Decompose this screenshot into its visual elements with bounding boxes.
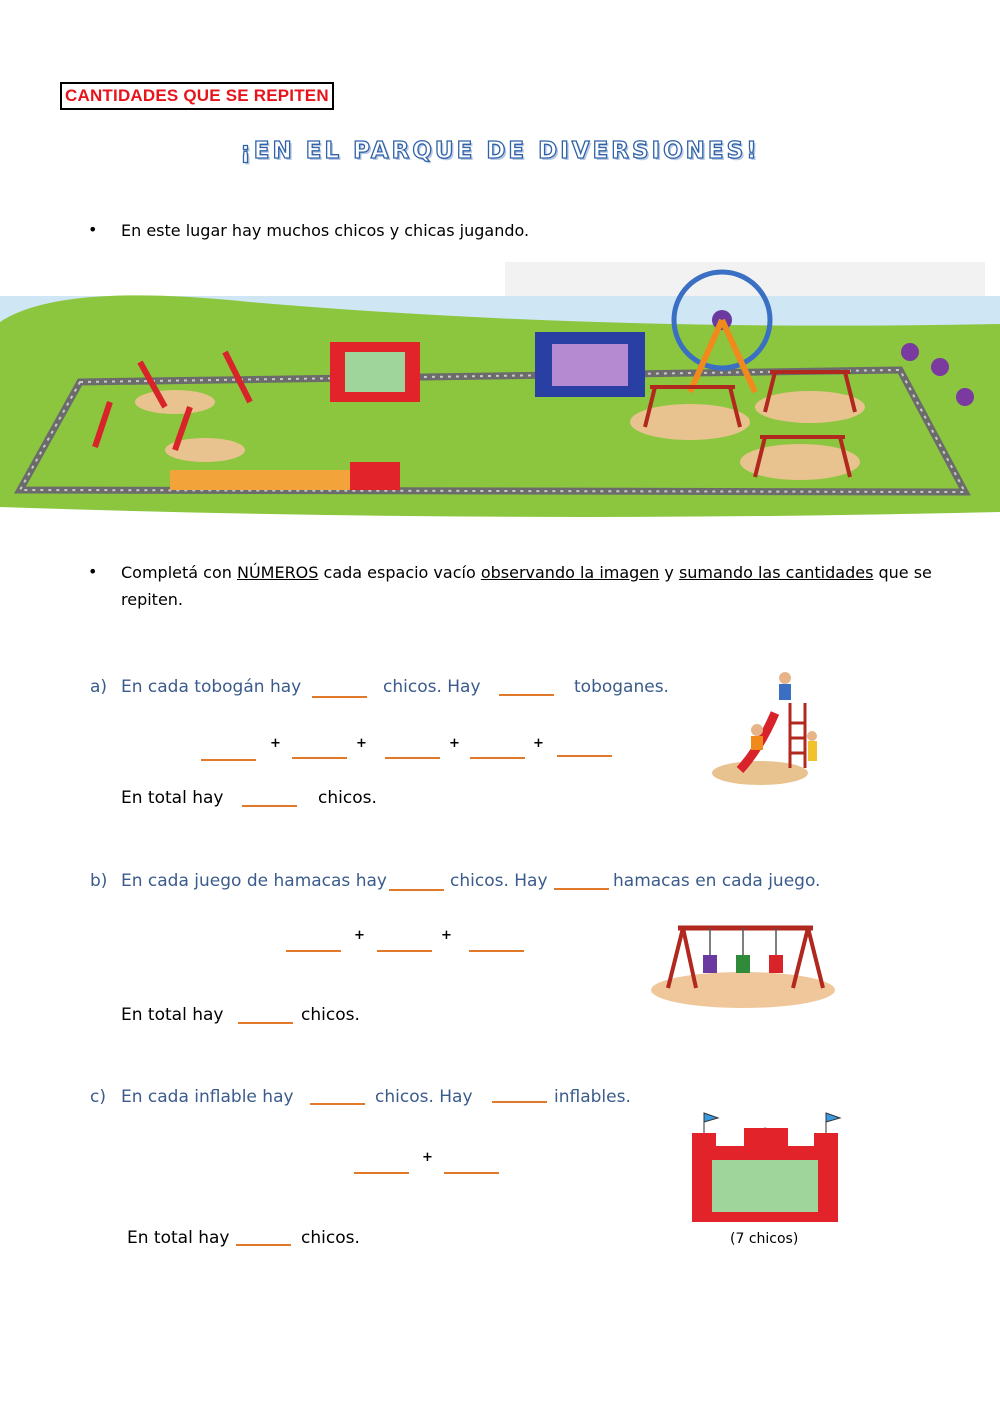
bullet: •	[88, 562, 98, 581]
bouncy-castle-icon	[535, 332, 645, 397]
blank-input[interactable]	[469, 950, 524, 952]
amusement-park-illustration	[0, 262, 1000, 532]
blank-input[interactable]	[312, 696, 367, 698]
intro-text: En este lugar hay muchos chicos y chicas jugando.	[121, 221, 530, 240]
blank-input[interactable]	[236, 1244, 291, 1246]
plus-sign: +	[441, 928, 452, 943]
blank-input[interactable]	[554, 888, 609, 890]
inflable-picture	[684, 1108, 846, 1226]
question-c-text2: chicos. Hay	[375, 1087, 473, 1107]
plus-sign: +	[270, 736, 281, 751]
blank-input[interactable]	[444, 1172, 499, 1174]
page-title: ¡EN EL PARQUE DE DIVERSIONES!	[240, 138, 760, 164]
question-a-letter: a)	[90, 677, 108, 697]
note-text: (7 chicos)	[730, 1231, 799, 1247]
question-c-text1: En cada inflable hay	[121, 1087, 294, 1107]
plus-sign: +	[356, 736, 367, 751]
plus-sign: +	[422, 1150, 433, 1165]
blank-input[interactable]	[377, 950, 432, 952]
plus-sign: +	[354, 928, 365, 943]
blank-input[interactable]	[292, 757, 347, 759]
blank-input[interactable]	[557, 755, 612, 757]
question-a-text3: toboganes.	[574, 677, 669, 697]
question-a-text2: chicos. Hay	[383, 677, 481, 697]
question-c-text3: inflables.	[554, 1087, 631, 1107]
total-label: En total hay	[127, 1228, 230, 1248]
total-label: En total hay	[121, 1005, 224, 1025]
total-label: En total hay	[121, 788, 224, 808]
blank-input[interactable]	[492, 1101, 547, 1103]
question-b-text2: chicos. Hay	[450, 871, 548, 891]
instruction-text: Completá con NÚMEROS cada espacio vacío observando la imagen y sumando las cantidades que se repiten.	[121, 563, 932, 609]
plus-sign: +	[533, 736, 544, 751]
slide-picture	[705, 668, 835, 788]
blank-input[interactable]	[242, 805, 297, 807]
question-a-text1: En cada tobogán hay	[121, 677, 302, 697]
section-tag: CANTIDADES QUE SE REPITEN	[60, 82, 334, 110]
bouncy-castle-icon	[330, 342, 420, 402]
blank-input[interactable]	[470, 757, 525, 759]
blank-input[interactable]	[238, 1022, 293, 1024]
question-b-text3: hamacas en cada juego.	[613, 871, 821, 891]
blank-input[interactable]	[354, 1172, 409, 1174]
swing-set-picture	[648, 910, 838, 1008]
blank-input[interactable]	[499, 694, 554, 696]
question-b-text1: En cada juego de hamacas hay	[121, 871, 387, 891]
question-b-letter: b)	[90, 871, 108, 891]
blank-input[interactable]	[385, 757, 440, 759]
total-suffix: chicos.	[318, 788, 377, 808]
plus-sign: +	[449, 736, 460, 751]
blank-input[interactable]	[389, 889, 444, 891]
blank-input[interactable]	[201, 759, 256, 761]
total-suffix: chicos.	[301, 1228, 360, 1248]
blank-input[interactable]	[310, 1103, 365, 1105]
question-c-letter: c)	[90, 1087, 106, 1107]
total-suffix: chicos.	[301, 1005, 360, 1025]
blank-input[interactable]	[286, 950, 341, 952]
bullet: •	[88, 220, 98, 239]
